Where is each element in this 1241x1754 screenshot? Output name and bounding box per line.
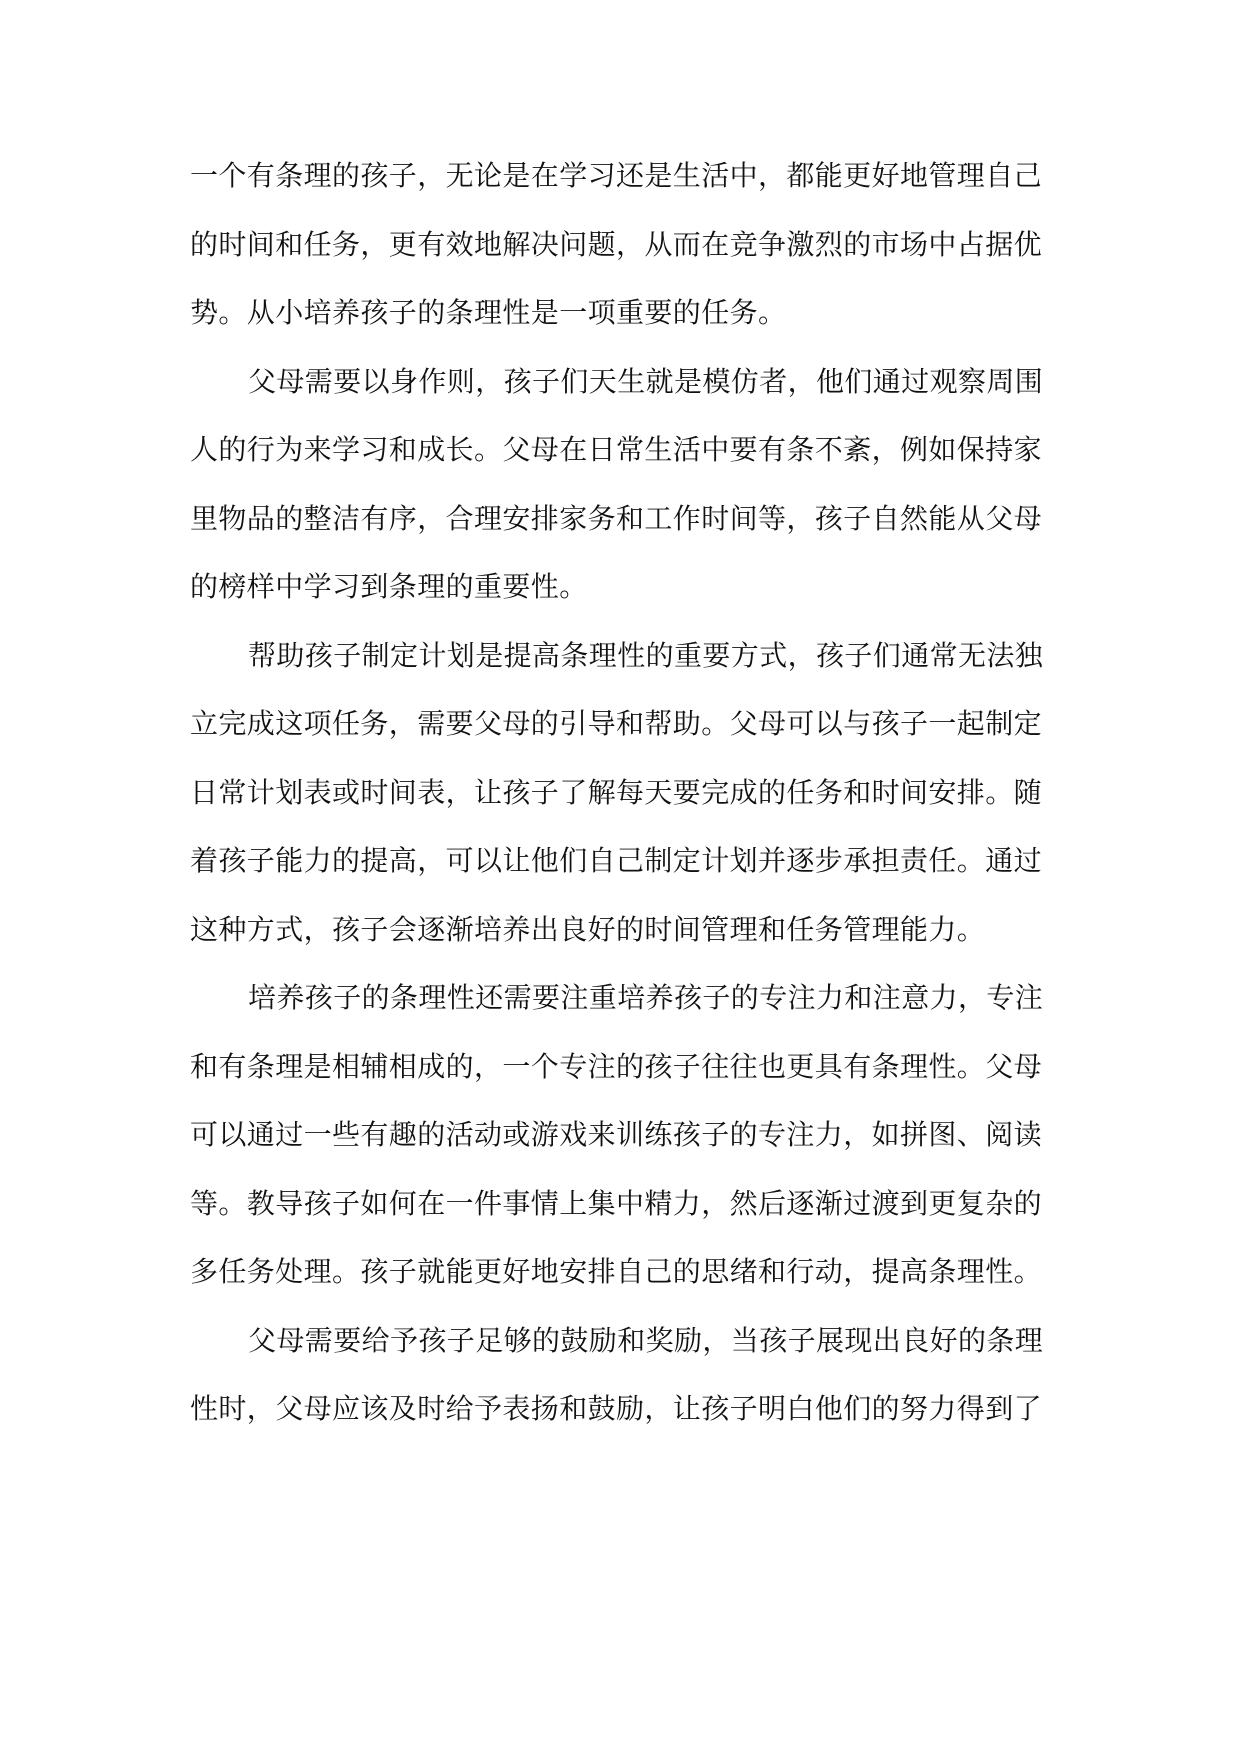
text-line: 的时间和任务，更有效地解决问题，从而在竞争激烈的市场中占据优 — [190, 227, 1043, 261]
text-line: 着孩子能力的提高，可以让他们自己制定计划并逐步承担责任。通过 — [190, 844, 1043, 877]
text-line: 父母需要以身作则，孩子们天生就是模仿者，他们通过观察周围 — [248, 364, 1044, 398]
text-line: 势。从小培养孩子的条理性是一项重要的任务。 — [190, 296, 787, 329]
text-line: 可以通过一些有趣的活动或游戏来训练孩子的专注力，如拼图、阅读 — [190, 1118, 1043, 1151]
text-line: 和有条理是相辅相成的，一个专注的孩子往往也更具有条理性。父母 — [190, 1049, 1043, 1083]
text-line: 日常计划表或时间表，让孩子了解每天要完成的任务和时间安排。随 — [190, 775, 1043, 809]
text-line: 立完成这项任务，需要父母的引导和帮助。父母可以与孩子一起制定 — [190, 707, 1043, 740]
paragraph-2 — [190, 348, 1055, 622]
text-line: 一个有条理的孩子，无论是在学习还是生活中，都能更好地管理自己 — [190, 159, 1043, 192]
text-line: 多任务处理。孩子就能更好地安排自己的思绪和行动，提高条理性。 — [190, 1255, 1043, 1288]
text-line: 帮助孩子制定计划是提高条理性的重要方式，孩子们通常无法独 — [248, 638, 1044, 672]
paragraph-4 — [190, 964, 1055, 1307]
text-line: 等。教导孩子如何在一件事情上集中精力，然后逐渐过渡到更复杂的 — [190, 1186, 1043, 1220]
text-line: 的榜样中学习到条理的重要性。 — [190, 570, 588, 603]
body-text — [190, 142, 1055, 1444]
text-line: 培养孩子的条理性还需要注重培养孩子的专注力和注意力，专注 — [248, 981, 1044, 1014]
text-line: 父母需要给予孩子足够的鼓励和奖励，当孩子展现出良好的条理 — [248, 1323, 1044, 1357]
text-line: 里物品的整洁有序，合理安排家务和工作时间等，孩子自然能从父母 — [190, 501, 1043, 535]
paragraph-3 — [190, 622, 1055, 965]
text-line: 性时，父母应该及时给予表扬和鼓励，让孩子明白他们的努力得到了 — [190, 1392, 1043, 1425]
paragraph-5 — [190, 1307, 1055, 1444]
text-line: 人的行为来学习和成长。父母在日常生活中要有条不紊，例如保持家 — [190, 433, 1043, 466]
text-line: 这种方式，孩子会逐渐培养出良好的时间管理和任务管理能力。 — [190, 912, 986, 946]
paragraph-1 — [190, 142, 1055, 348]
